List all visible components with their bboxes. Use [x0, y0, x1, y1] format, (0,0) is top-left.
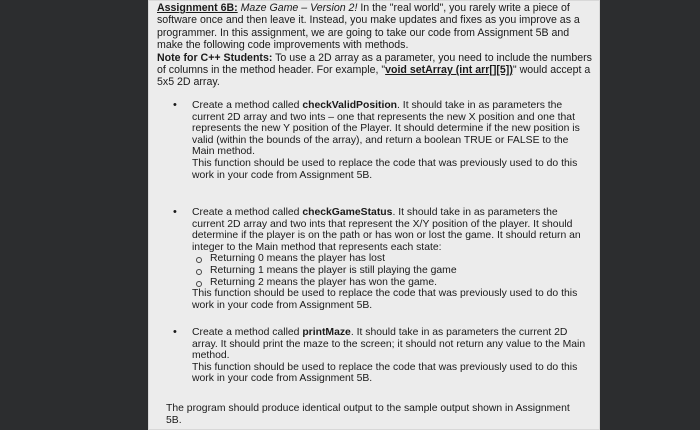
circle-bullet-icon: [196, 281, 202, 287]
closing-paragraph: The program should produce identical output to the sample output shown in Assignment 5B.: [166, 403, 570, 426]
task-lead: Create a method called: [192, 100, 303, 111]
assignment-subtitle: Maze Game – Version 2!: [240, 2, 358, 14]
task-description: . It should take in as parameters the current 2D array. It should print the maze to the screen; it should not return any value to the Main method.: [192, 327, 586, 362]
circle-bullet-icon: [196, 269, 202, 275]
intro-paragraph: In the "real world", you rarely write a piece of software once and then leave it. Instead, you make updates and fixes as you improve as a programmer. In this assignment, we are going to take our code from Assignment 5B and make the following code improvements with methods.: [157, 2, 580, 52]
method-name: printMaze: [302, 327, 351, 338]
task-print-maze: [173, 326, 588, 385]
assignment-title: Assignment 6B:: [157, 2, 238, 14]
bullet-icon: •: [173, 99, 177, 111]
method-name: checkGameStatus: [302, 207, 393, 218]
task-check-game-status: [173, 206, 588, 311]
bullet-icon: •: [173, 326, 177, 338]
bullet-icon: •: [173, 206, 177, 218]
return-values-list: [192, 253, 588, 288]
task-replace-note: This function should be used to replace the code that was previously used to do this work in your code from Assignment 5B.: [192, 361, 578, 385]
return-value-item: Returning 1 means the player is still playing the game: [196, 265, 588, 277]
intro-section: [157, 2, 597, 89]
task-lead: Create a method called: [192, 327, 303, 338]
cpp-note-text: To use a 2D array as a parameter, you need to include the numbers of columns in the method header. For example, ": [157, 51, 592, 77]
circle-bullet-icon: [196, 257, 202, 263]
cpp-note-code-example: void setArray (int arr[][5]): [385, 64, 513, 77]
cpp-note-label: Note for C++ Students:: [157, 51, 273, 64]
return-value-item: Returning 2 means the player has won the game.: [196, 277, 588, 289]
method-name: checkValidPosition: [302, 100, 398, 111]
return-value-item: Returning 0 means the player has lost: [196, 253, 588, 265]
task-lead: Create a method called: [192, 207, 303, 218]
task-replace-note: This function should be used to replace the code that was previously used to do this work in your code from Assignment 5B.: [192, 288, 578, 311]
assignment-document: [148, 0, 600, 430]
task-replace-note: This function should be used to replace the code that was previously used to do this work in your code from Assignment 5B.: [192, 157, 578, 181]
task-description: . It should take in as parameters the current 2D array and two ints – one that represents the new X position and one that represents the new Y position of the Player. It should determine if the new position is valid (within the bounds of the array), and return a boolean TRUE or FALSE to the Main method.: [192, 100, 580, 158]
task-check-valid-position: [173, 99, 588, 181]
cpp-note-end: " would accept a 5x5 2D array.: [157, 64, 591, 89]
task-description: . It should take in as parameters the current 2D array and two ints that represent the X/Y position of the player. It should determine if the player is on the path or has won or lost the game. It should return an integer to the Main method that represents each state:: [192, 207, 581, 253]
